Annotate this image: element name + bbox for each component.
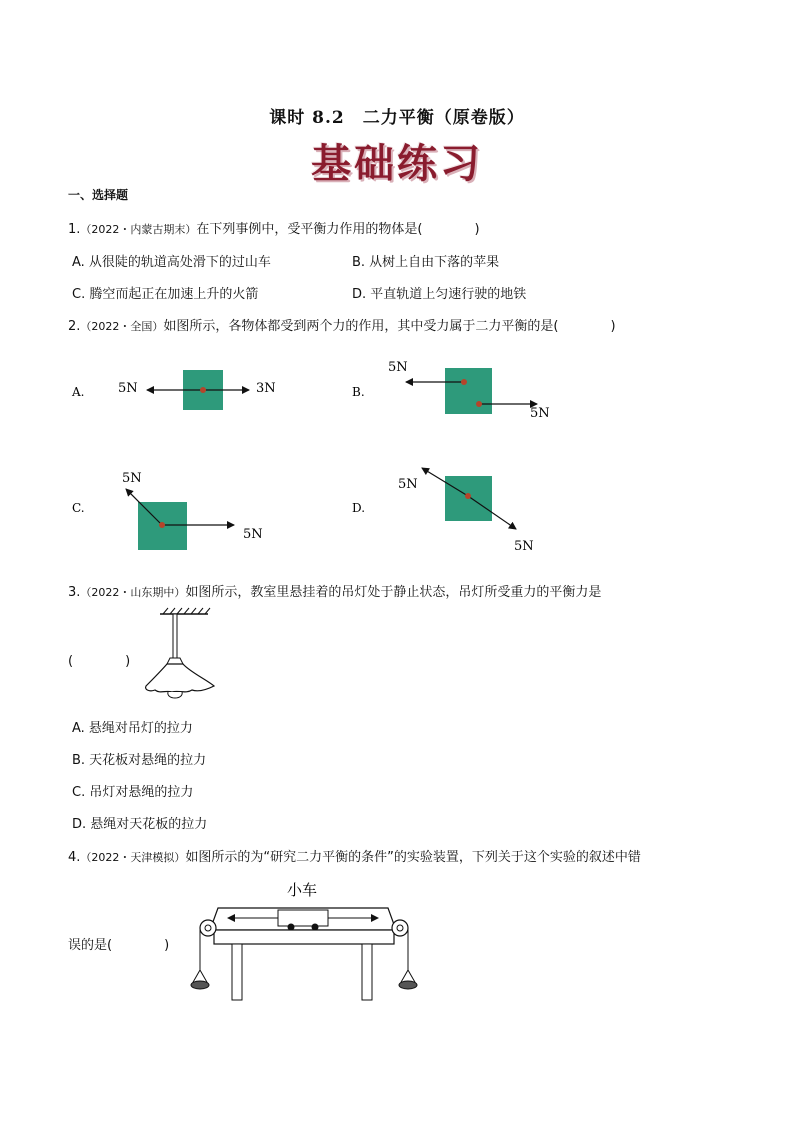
force-point [159,522,165,528]
force-point [476,401,482,407]
question-number: 4. [68,850,81,865]
question-text: 在下列事例中，受平衡力作用的物体是( ) [196,222,480,237]
pulley-axle [205,925,211,931]
question-text: 如图所示的为“研究二力平衡的条件”的实验装置，下列关于这个实验的叙述中错 [185,850,641,865]
cart-wheel [288,924,295,931]
question-4-stem [68,846,641,865]
suspension-rope [173,614,177,658]
force-label-right: 3N [256,381,276,396]
lamp-bulb [168,692,182,698]
question-number: 2. [68,319,81,334]
block [445,368,492,414]
weights-right [399,981,417,989]
question-3-blank: ( ) [68,654,131,669]
hanging-lamp-figure [146,608,214,698]
force-point [465,493,471,499]
q3-option-c: C. 吊灯对悬绳的拉力 [72,785,194,800]
question-source: （2022・天津模拟） [80,851,186,864]
figure-d [352,468,534,554]
q1-option-c: C. 腾空而起正在加速上升的火箭 [72,287,259,302]
figure-c [72,471,263,550]
force-label-top: 5N [398,477,418,492]
pulley-axle [397,925,403,931]
cart-wheel [312,924,319,931]
q3-option-d: D. 悬绳对天花板的拉力 [72,817,208,832]
force-label-right: 5N [243,527,263,542]
force-point [200,387,206,393]
q1-option-d: D. 平直轨道上匀速行驶的地铁 [352,287,527,302]
lamp-shade [146,664,214,692]
cart-label: 小车 [287,881,318,899]
table-edge [214,930,394,944]
question-text: 如图所示，教室里悬挂着的吊灯处于静止状态，吊灯所受重力的平衡力是 [185,585,602,600]
force-label-top: 5N [122,471,142,486]
q1-option-b: B. 从树上自由下落的苹果 [352,255,500,270]
question-source: （2022・全国） [80,320,164,333]
q3-option-b: B. 天花板对悬绳的拉力 [72,753,207,768]
question-text: 如图所示，各物体都受到两个力的作用，其中受力属于二力平衡的是( ) [163,319,616,334]
lamp-cap [167,658,183,664]
experiment-apparatus-figure [191,881,417,1000]
force-label-top: 5N [388,360,408,375]
question-number: 1. [68,222,81,237]
page-title: 课时 8.2 二力平衡（原卷版） [269,108,525,128]
question-source: （2022・内蒙古期末） [80,223,197,236]
q1-option-a: A. 从很陡的轨道高处滑下的过山车 [72,255,271,270]
cart [278,910,328,926]
figure-c-label: C. [72,501,85,515]
force-point [461,379,467,385]
banner-title: 基础练习 [311,140,483,187]
question-3-stem [68,581,601,600]
question-4-stem-continued: 误的是( ) [68,938,170,953]
ceiling-hatch [163,608,210,614]
question-number: 3. [68,585,81,600]
force-label-bottom: 5N [530,406,550,421]
table-leg [362,944,372,1000]
figure-b [352,360,550,421]
table-leg [232,944,242,1000]
section-heading: 一、选择题 [68,188,129,202]
figure-a [71,370,276,410]
figure-b-label: B. [352,385,365,399]
force-label-bottom: 5N [514,539,534,554]
force-label-left: 5N [118,381,138,396]
weights-left [191,981,209,989]
q3-option-a: A. 悬绳对吊灯的拉力 [72,721,193,736]
figure-d-label: D. [352,501,366,515]
question-source: （2022・山东期中） [80,586,186,599]
figure-a-label: A. [72,385,85,399]
